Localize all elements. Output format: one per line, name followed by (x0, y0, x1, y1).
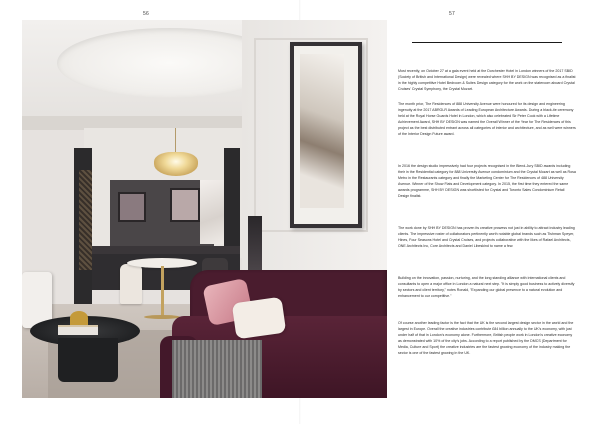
left-page-number: 56 (143, 11, 149, 17)
alcove-artwork (118, 192, 146, 222)
alcove-artwork (170, 188, 200, 222)
article-column (398, 0, 576, 424)
floor-lamp (248, 216, 262, 270)
dining-table-leg (161, 266, 164, 318)
book-stack (58, 325, 98, 335)
right-page-number: 57 (449, 11, 455, 17)
cream-cushion (232, 297, 287, 340)
interior-photo (22, 20, 387, 398)
wall-artwork (300, 54, 344, 208)
article-paragraph: Of course another leading factor is the fact that the UK is the second largest design sector in the world and the largest in Europe. Overall the creative industries contribute £84 billion annually to the UK's economy, with just under half of that in London's economy alone. Furthermore, British people work in London's creative economy as demonstrated with 10% of the city's jobs. According to a report published by the DMCS (Department for Media, Culture and Sport) the creative industries are the fastest growing economy of the industry making the sector is one of the fastest growing in the UK. (398, 321, 574, 355)
header-rule (412, 42, 562, 43)
dining-table-base (144, 315, 180, 319)
decorative-fan (70, 311, 88, 325)
throw-blanket (172, 340, 262, 398)
article-paragraph: In 2016 the design studio impressively had four projects recognised in the Blend-Jury SBID awards including their in the Residential category for 888 University Avenue condominium and the Crystal Mozart as well as Rosa Metro in the Restaurants category and finally the Marketing Center for The Residences of 488 University Avenue. Winner of the Show Flats and Development category. In 2015, the first time they entered the same awards programme, SHH BY DESIGN was shortlisted for Crystal and Toronto Sales Condominium Retail Design finalist. (398, 164, 576, 198)
decorative-screen (79, 170, 92, 270)
marble-backsplash (200, 180, 224, 244)
article-paragraph: Most recently, on October 27 at a gala event held at the Dorchester Hotel in London winners of the 2017 SBID (Society of British and International Design) were revealed where SHH BY DESIGN was recognised as a finalist in the highly competitive Hotel Bedroom & Suites Design category for the work on the stateroom aboard Crystal Cruises' Crystal Symphony, the Crystal Mozart. (398, 69, 576, 91)
article-paragraph: The work done by SHH BY DESIGN has proven its creative prowess not just in ability to attract industry leading clients. The impressive roster of collaborators pertinently worth notable global brands such as Tishman Speyer, Hines, Four Seasons Hotel and Crystal Cruises, and projects collaborative with the likes of Rafael Architects, ONE Architects Inc, Core Architects and Daniel Libeskind to name a few. (398, 226, 575, 248)
article-paragraph: Building on the innovation, passion, nurturing, and the long standing alliance with international clients and consultants to open a major office in London a natural next step. "It is simply good business to actively diversify by sectors and client territory," notes Ronald, "Expanding our global presence to a natural evolution and enhancement to our competitive." (398, 276, 575, 298)
article-paragraph: The month prior, The Residences of 888 University Avenue were honoured for its design and engineering ingenuity at the 2017 ABRGLR Awards of Leading European Architecture Awards. During a black-tie ceremony held at the Royal Horse Guards Hotel in London, which also celebrated Sir Peter Cook with a Lifetime Achievement Award, SHH BY DESIGN was named the Overall Winner of the Year for The Residences of this project as the best distributed entrant across all categories of interior and architecture, and as well were winners of the Interior Design Future award. (398, 102, 576, 136)
coffee-table-base (58, 338, 118, 382)
counter-top (92, 246, 240, 254)
dining-chair (120, 264, 142, 304)
chandelier (154, 152, 198, 176)
